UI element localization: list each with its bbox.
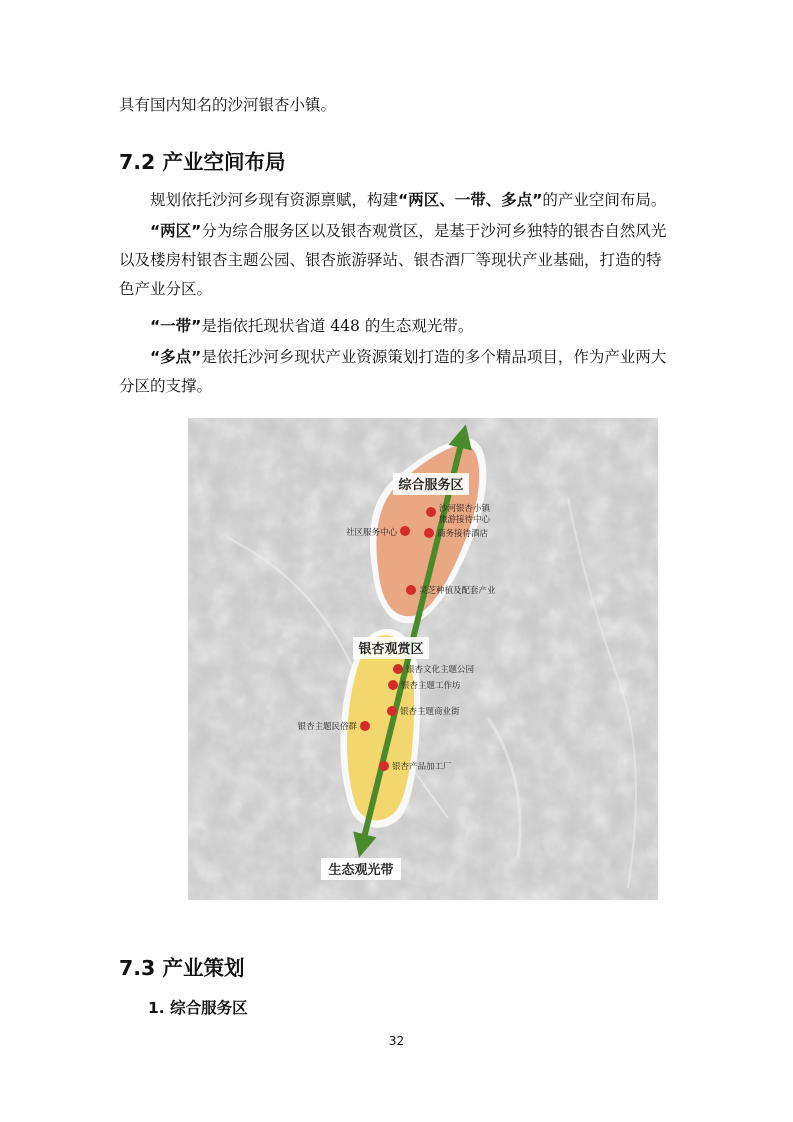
heading-7-3: 7.3 产业策划 xyxy=(119,956,245,980)
heading-comprehensive-service: 1. 综合服务区 xyxy=(148,999,248,1017)
heading-7-2: 7.2 产业空间布局 xyxy=(119,150,286,174)
point-label: 灵芝种植及配套产业 xyxy=(419,586,496,596)
paragraph-multi-points xyxy=(119,343,674,401)
text: 规划依托沙河乡现有资源禀赋，构建 xyxy=(150,191,399,209)
point-marker xyxy=(379,761,389,771)
point-marker xyxy=(387,706,397,716)
point-marker xyxy=(393,664,403,674)
point-marker xyxy=(400,526,410,536)
paragraph-two-zones xyxy=(119,217,674,304)
point-marker xyxy=(424,528,434,538)
text: 是依托沙河乡现状产业资源策划打造的多个精品项目，作为产业两大分区的支撑。 xyxy=(119,348,667,395)
zone1-title: 综合服务区 xyxy=(398,478,464,493)
bold-text: “多点” xyxy=(150,348,202,366)
industry-layout-map xyxy=(188,418,658,900)
page-number: 32 xyxy=(388,1034,405,1048)
zone2-title: 银杏观赏区 xyxy=(358,642,424,657)
point-label: 沙河银杏小镇 xyxy=(439,504,491,514)
point-label: 旅游接待中心 xyxy=(439,515,491,525)
point-marker xyxy=(360,721,370,731)
bold-text: “一带” xyxy=(150,317,202,335)
bold-text: “两区、一带、多点” xyxy=(398,191,543,209)
text: 是指依托现状省道 448 的生态观光带。 xyxy=(201,317,474,335)
point-label: 银杏文化主题公园 xyxy=(406,665,475,675)
point-marker xyxy=(426,507,436,517)
bold-text: “两区” xyxy=(150,222,202,240)
point-marker xyxy=(388,680,398,690)
belt-label: 生态观光带 xyxy=(328,863,394,878)
point-label: 社区服务中心 xyxy=(345,528,397,538)
paragraph-layout xyxy=(119,186,674,215)
paragraph-intro: 具有国内知名的沙河银杏小镇。 xyxy=(119,96,337,114)
paragraph-one-belt xyxy=(119,312,674,341)
text: 分为综合服务区以及银杏观赏区，是基于沙河乡独特的银杏自然风光以及楼房村银杏主题公园、银杏旅游驿站、银杏酒厂等现状产业基础，打造的特色产业分区。 xyxy=(119,222,667,298)
point-label: 银杏主题工作坊 xyxy=(401,681,461,691)
point-label: 银杏产品加工厂 xyxy=(392,762,452,772)
point-marker xyxy=(406,585,416,595)
point-label: 商务接待酒店 xyxy=(437,529,489,539)
point-label: 银杏主题商业街 xyxy=(400,707,460,717)
point-label: 银杏主题民俗群 xyxy=(297,722,357,732)
text: 的产业空间布局。 xyxy=(542,191,667,209)
